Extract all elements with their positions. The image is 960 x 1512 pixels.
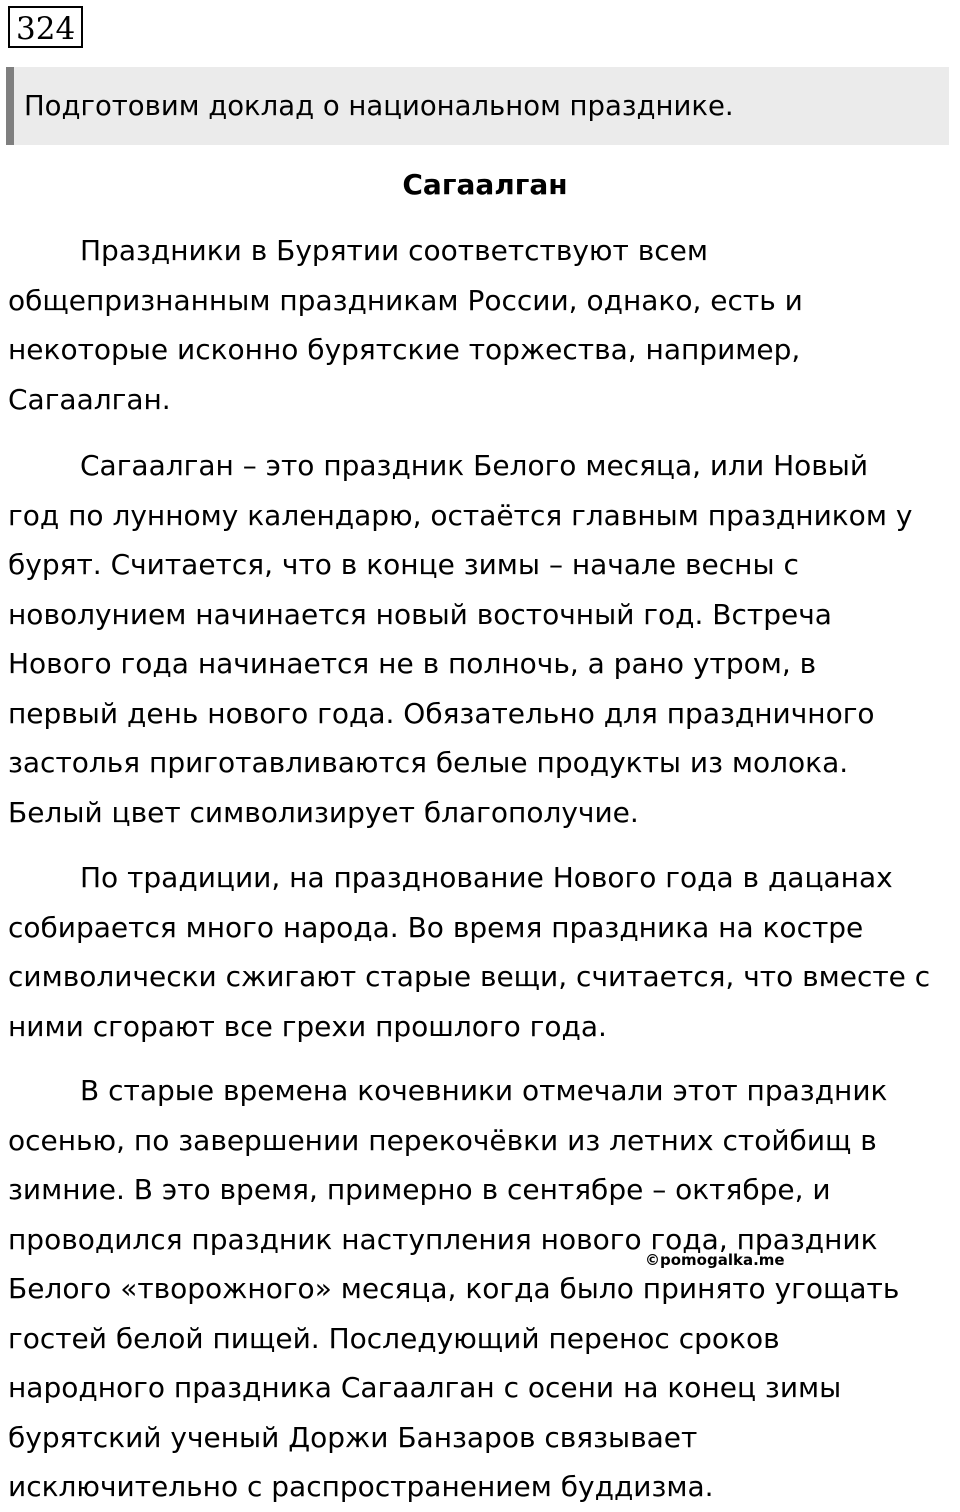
task-prompt-text: Подготовим доклад о национальном празднике. <box>24 90 734 122</box>
paragraph-line: зимние. В это время, примерно в сентябре – октябре, и <box>8 1173 831 1206</box>
paragraph-line: народного праздника Сагаалган с осени на конец зимы <box>8 1371 842 1404</box>
paragraph-line: бурят. Считается, что в конце зимы – начале весны с <box>8 548 799 581</box>
paragraph-4 <box>8 1066 958 1512</box>
paragraph-line: общепризнанным праздникам России, однако, есть и <box>8 283 803 317</box>
paragraph-line: В старые времена кочевники отмечали этот праздник <box>80 1074 888 1107</box>
task-prompt-accent-bar <box>6 67 14 145</box>
paragraph-line: символически сжигают старые вещи, считается, что вместе с <box>8 960 931 993</box>
paragraph-line: ними сгорают все грехи прошлого года. <box>8 1009 607 1043</box>
paragraph-line: новолунием начинается новый восточный год. Встреча <box>8 597 832 631</box>
paragraph-line: исключительно с распространением буддизма. <box>8 1470 714 1503</box>
paragraph-line: проводился праздник наступления нового года, праздник <box>8 1222 878 1256</box>
paragraph-2 <box>8 441 958 837</box>
paragraph-line: год по лунному календарю, остаётся главным праздником у <box>8 498 913 532</box>
task-number: 324 <box>8 6 83 48</box>
paragraph-line: гостей белой пищей. Последующий перенос сроков <box>8 1321 780 1355</box>
paragraph-3 <box>8 853 958 1051</box>
paragraph-line: Белый цвет символизирует благополучие. <box>8 795 639 829</box>
paragraph-line: первый день нового года. Обязательно для праздничного <box>8 696 875 730</box>
paragraph-line: некоторые исконно бурятские торжества, например, <box>8 333 801 366</box>
paragraph-line: собирается много народа. Во время праздника на костре <box>8 910 864 944</box>
task-prompt-box <box>6 67 949 145</box>
paragraph-1 <box>8 226 958 424</box>
paragraph-line: По традиции, на празднование Нового года в дацанах <box>80 861 893 894</box>
paragraph-line: Сагаалган. <box>8 382 171 416</box>
paragraph-line: бурятский ученый Доржи Банзаров связывает <box>8 1420 698 1454</box>
document-title: Сагаалган <box>402 168 568 201</box>
watermark: ©pomogalka.me <box>645 1251 785 1269</box>
paragraph-line: Праздники в Бурятии соответствуют всем <box>80 234 708 267</box>
paragraph-line: осенью, по завершении перекочёвки из летних стойбищ в <box>8 1123 877 1157</box>
paragraph-line: застолья приготавливаются белые продукты из молока. <box>8 746 849 779</box>
paragraph-line: Нового года начинается не в полночь, а рано утром, в <box>8 647 817 680</box>
paragraph-line: Белого «творожного» месяца, когда было принято угощать <box>8 1272 900 1305</box>
paragraph-line: Сагаалган – это праздник Белого месяца, или Новый <box>80 449 869 482</box>
